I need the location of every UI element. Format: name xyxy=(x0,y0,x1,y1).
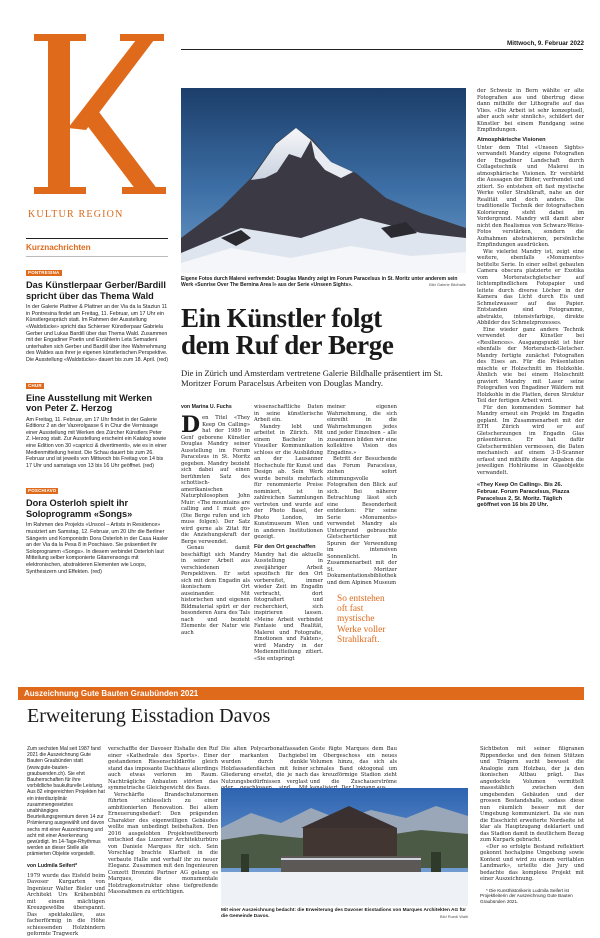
news-item xyxy=(26,372,168,470)
paragraph: Geste fügte Marques dem Bau im Obergeschoss ein neues Volumen hinzu, das sich als schmales Band oktogonal um das kreuzförmige Stadion zieht und die Zuschauerströme xyxy=(310,746,397,785)
sidebar-top-rule xyxy=(26,238,168,239)
byline: von Marina U. Fuchs xyxy=(181,404,232,410)
headline xyxy=(181,305,481,359)
section-logo xyxy=(18,16,168,232)
second-column-1 xyxy=(27,746,105,938)
article-column-4 xyxy=(477,88,584,509)
sidebar xyxy=(26,238,168,664)
news-title: Dora Osterloh spielt ihr Soloprogramm «Songs» xyxy=(26,498,133,519)
paragraph: Verschärfte Brandschutznormen führten schliesslich zu einer ambitionierten Renovation. Bei allem Erneuerungsbedarf: Den prägenden Charakter des eigenwilligen Gebäudes wollte man unbedingt beibehalten. Den 2016 ausgelobten Projektwettbewerb entschied das Luzerner Architekturbüro von Daniele Marques für sich. Sein Vorschlag brachte Klarheit in die verbaute Halle und verhalf ihr zu neuer Eleganz. Zusammen mit den Ingenieuren Conzett Bronzini Partner AG gelang es Marques, die monumentale Holztragkonstruktur ohne tiefgreifende Massnahmen zu ertüchtigen. xyxy=(108,791,218,895)
news-kicker: POSCHIAVO xyxy=(28,488,57,494)
paragraph: der Schweiz in Bern wählte er alte Fotografien aus und übertrug diese dann mithilfe der Lithografie auf das Vlies. «Die Arbeit ist sehr konzeptuell, aber auch sehr sinnlich», schildert der Künstler bei einem Rundgang seine Empfindungen. xyxy=(477,88,584,133)
second-column-5 xyxy=(480,746,584,904)
news-body: Im Rahmen des Projekts «Unsool – Artists in Residence» musiziert am Samstag, 12. Februar, um 20 Uhr die Berliner Sängerin und Komponistin Dora Osterloh in der Casa Hasler an der Via da la Pesa 8 in Poschiavo. Sie präsentiert ihr Soloprogramm «Songs». In diesem verbindet Osterloh laut Mitteilung selber komponierte Gitarrensongs mit elektronischen, abstrakteren Elementen wie Loops, Synthesizern und Effekten. (red) xyxy=(26,522,168,575)
mountain-photo xyxy=(181,88,466,273)
news-body: Am Freitag, 11. Februar, um 17 Uhr findet in der Galerie Editionz 2 an der Vazerolgasse 6 in Chur die Vernissage einer Ausstellung mit Werken des Zürcher Künstlers Peter Z. Herzog statt. Zur Ausstellung erscheint ein Katalog sowie eine Edition von 30 «capricci & divertimenti», wie es in einer Medienmitteilung heisst. Die Schau dauert bis zum 26. Februar und ist jeweils von Mittwoch bis Freitag von 14 bis 17 Uhr und samstags von 13 bis 16 Uhr geöffnet. (red) xyxy=(26,416,167,469)
paragraph: «Der so erfolgte Bestand reflektiert gekonnt hochalpine Umgebung sowie Kontext und wird zu einem veritablen Landmark», urteilte die Jury und bedachte das komplexe Projekt mit einer Auszeichnung. xyxy=(480,843,584,882)
sidebar-heading: Kurznachrichten xyxy=(26,242,91,252)
footnote: * Die Kunsthistorikerin Ludmila Seifert ist Projektleiterin der Auszeichnung Gute Bauten Graubünden 2021. xyxy=(480,887,573,904)
section-name: KULTUR REGION xyxy=(28,209,124,220)
news-item xyxy=(26,259,168,363)
stadium-photo xyxy=(221,788,468,906)
paragraph: en Titel «They Keep On Calling» hat der 1989 in Genf geborene Künstler Douglas Mandry seiner Ausstellung im Forum Paracelsus in St. Moritz gegeben. Mandry bezieht sich dabei auf einen berühmten Satz des schottisch-amerikanischen Naturphilosophen John Muir: «The mountains are calling and I must go» (Die Berge rufen und ich muss folgen). Der Satz wird gerne als Zitat für die Anziehungskraft der Berge verwendet. xyxy=(181,415,250,545)
second-column-4 xyxy=(310,746,397,792)
subheading: Atmosphärische Visionen xyxy=(477,136,546,143)
paragraph: meiner eigenen Wahrnehmung, die sich einreiht in die Wahrnehmungen jedes und jeder Einzelnen – alle zusammen bilden wir eine kollektive Vision des Engadins.» xyxy=(327,404,397,456)
paragraph: Unter dem Titel «Unseen Sights» verwandelt Mandry eigene Fotografien der Engadiner Landschaft durch Collagetechnik und Malerei in atmosphärische Visionen. Er verstärkt die Aussagen der Bilder, verfremdet und zitiert. So entstehen oft fast mystische Werke voller Strahlkraft, nahe an der Realität und doch anders. Die traditionelle Technik der fotografischen Kolorierung steht dabei im Vordergrund. Mandry will damit aber nicht den Realismus von Schwarz-Weiss-Fotos verstärken, sondern die Aufnahmen abstrahieren, persönliche Empfindungen ausdrücken. xyxy=(477,144,584,248)
paragraph: Mandry lebt und arbeitet in Zürich. Mit einem Bachelor in Visueller Kommunikation schloss er die Ausbildung an der Lausanner Hochschule für Kunst und Design ab. Sein Werk wurde bereits mehrfach für renommierte Preise nominiert, ist in zahlreichen Sammlungen vertreten und wurde auf der Photo Basel, der Photo London, im Kunstmuseum Wien und in anderen Institutionen gezeigt. xyxy=(254,423,323,540)
paragraph: wissenschaftliche Daten in seine künstlerische Arbeit ein. xyxy=(254,404,323,423)
byline: von Ludmila Seifert* xyxy=(27,862,78,869)
headline-line-2: dem Ruf der Berge xyxy=(181,330,394,360)
paragraph: Betritt der Besuchende das Forum Paracelsus, ziehen sofort stimmungsvolle Fotografien den Blick auf sich. Bei näherer Betrachtung lässt sich eine Besonderheit entdecken: Für seine Serie «Monuments» verwendet Mandry als Untergrund gebrauchte Gletschertücher mit Spuren der Verwendung im intensiven Sonnenlicht. In Zusammenarbeit mit der St. Moritzer Dokumentationsbibliothek und dem Alpinen Museum xyxy=(327,456,397,586)
news-kicker: PONTRESINA xyxy=(28,270,60,276)
news-title: Eine Ausstellung mit Werken von Peter Z. Herzog xyxy=(26,392,153,414)
article-column-2 xyxy=(254,404,323,662)
paragraph: Sichtbeton mit seiner filigranen Rippendecke und den feinen Stützen und Trägern sucht bewusst die Analogie zum Holzbau, der ja den ikonischen Altbau prägt. Das angedockte Volumen vermittelt massstäblich zwischen den umgebenden Gebäuden und der grossen Bestandshalle, sodass diese nun räumlich besser mit der Umgebung kommuniziert. Da sie nun die Eisschicht erweiterte Nordseite ist klar als Hauptzugang deklariert und das Stadion damit in deutlichem Bezug zum Kurpark gebracht. xyxy=(480,746,584,843)
paragraph: Die alten Polycarbonatfassaden der markanten Dachgiebel wurden durch dunkle Holzfassadenflächen mit feiner Gliederung ersetzt, die je nach Nutzungsbedürfnissen verglast xyxy=(221,746,308,785)
paragraph: Eine wieder ganz andere Technik verwendet der Künstler bei «Resiliences». Ausgangspunkt ist hier ebenfalls der Morteratsch-Gletscher. Mandry fertigte zunächst Fotografien des Eises an. Für die Präsentation mischte er Holzschnitt im Holzkohle. Ähnlich wie bei einem Holzschnitt graviert Mandry mit Laser seine Fotografien von Engadiner Wäldern mit Holzkohle in die Platten, deren Struktur Teil der fertigen Arbeit wird. xyxy=(477,326,584,404)
photo-caption xyxy=(181,276,466,288)
news-kicker: CHUR xyxy=(28,382,42,388)
caption-text: Eigene Fotos durch Malerei verfremdet: Douglas Mandry zeigt im Forum Paracelsus in St. Moritz unter anderem sein Werk «Sunrise Over The Bernina Area I» aus der Serie «Unseen Sights». xyxy=(181,276,458,288)
masthead-rule xyxy=(181,49,583,50)
article-column-3 xyxy=(327,404,397,645)
photo-credit: Bild Galerie Bildhalle xyxy=(429,282,466,287)
section-band xyxy=(18,687,584,700)
subheading: Für den Ort geschaffen xyxy=(254,543,316,550)
lead: Die in Zürich und Amsterdam vertretene Galerie Bildhalle präsentiert im St. Moritzer Forum Paracelsus Arbeiten von Douglas Mandry. xyxy=(181,368,443,389)
logo-letter-k xyxy=(26,30,166,200)
news-body: In der Galerie Plattner & Plattner an der Via da la Staziun 11 in Pontresina findet am Freitag, 11. Februar, um 17 Uhr ein Künstlergespräch statt. Im Rahmen der Ausstellung «Waldstücke» spricht das Schierser Künstlerpaar Gabriela Gerber und Lukas Bardill über das Thema Wald. Zusammen mit der Engadiner Poetin und Erzählerin Leta Semadeni unterhalten sich Gerber und Bardill über ihre Wahrnehmung des Waldes aus ihrer je eigenen künstlerischen Perspektive. Die Ausstellung «Waldstücke» dauert bis zum 18. April. (red) xyxy=(26,304,169,364)
caption-text: Mit einer Auszeichnung bedacht: die Erweiterung des Davoser Eisstadions von Marques Architekten AG für die Gemeinde Davos. xyxy=(221,908,466,919)
date-line: Mittwoch, 9. Februar 2022 xyxy=(507,40,584,47)
info-box: «They Keep On Calling». Bis 26. Februar. Forum Paracelsus, Piazza Paracelsus 2, St. Moritz. Täglich geöffnet von 16 bis 20 Uhr. xyxy=(477,482,570,509)
sidebar-heading-rule xyxy=(26,256,168,257)
paragraph: Genau damit beschäftigt sich Mandry in seiner Arbeit aus verschiedenen Perspektiven. Er setzt sich mit dem Engadin als ikonischem Ort auseinander. Mit historischen und eigenen Bildmaterial spürt er der besonderen Aura des Tals nach und bezieht Elemente der Natur wie auch xyxy=(181,545,250,636)
second-photo-caption xyxy=(221,908,468,920)
paragraph: Wie vielerlei Mandry ist, zeigt eine weitere, ebenfalls «Monuments» betitelte Serie. In einer selbst gebauten Camera obscura platzierte er Exotika vom Morteratschgletscher auf lichtempfindlichem Fotopapier und leitete durch diverse Löcher in der Kamera das Licht durch Eis und Schmelzwasser auf das Papier. Entstanden sind Fotogramme, abstrakte, intensivfarbige, direkte Abbilder des Schmelzprozesses. xyxy=(477,248,584,326)
paragraph: verschaffte der Davoser Eishalle den Ruf einer «Kathedrale des Sports». Einer gestandenen Riesenschildkröte gleich stand das imposante Dachhaus allerdings auch etwas verloren im Raum. Nachträgliche Anbauten störten das symmetrische Gleichgewicht des Baus. xyxy=(108,746,218,791)
photo-credit: Bild Ruedi Walti xyxy=(439,913,468,919)
paragraph: 1979 wurde das Eisfeld beim Davoser Kurgarten von Ingenieur Walter Bieler und Architekt Urs Krähenbühl mit einem mächtigen Kreuzgewölbe überspannt. Das spektakuläre, aus facherförmig in die Höhe schiessenden Holzbindern geformte Tragwerk xyxy=(27,872,105,938)
news-title: Das Künstlerpaar Gerber/Bardill spricht über das Thema Wald xyxy=(26,280,166,301)
pull-quote: So entstehen oft fast mystische Werke voller Strahlkraft. xyxy=(337,594,386,645)
paragraph: Für den kommenden Sommer hat Mandry erneut ein Projekt im Engadin geplant. Im Zusammenarbeit mit der ETH Zürich wird er auf Gletscherzungen im Engadin Glas präsentieren. Er hat dafür Gletschermühlen vermessen, die Daten mechanisch auf einem 3-D-Scanner erfasst und mithilfe dieser Angaben die jeweiligen Hohlräume in Glasobjekte verwandelt. xyxy=(477,404,584,476)
article-column-1 xyxy=(181,404,250,636)
paragraph: Mandry hat die aktuelle Ausstellung in zweijähriger Arbeit spezifisch für den Ort vorbereitet, immer wieder Zeit im Engadin verbracht, dort fotografiert und recherchiert, sich inspirieren lassen. «Meine Arbeit verbindet Fantasie und Realität, Malerei und Fotografie, Emotionen und Fakten», wird Mandry in der Medienmitteilung zitiert. «Sie entspringt xyxy=(254,551,323,662)
intro-text: Zum sechsten Mal seit 1987 fand 2021 die Auszeichnung Gute Bauten Graubünden statt (www.gute-bauten-graubuenden.ch). Sie ehrt Bauherrschaften für ihre vorbildliche baukulturelle Leistung. Aus 82 eingereichten Projekten hat ein interdisziplinär zusammengesetztes unabhängiges Beurteilungsgremium deren 14 zur Prämierung ausgewählt und davon sechs mit einer Auszeichnung und acht mit einer Anerkennung gewürdigt. Im 14-Tage-Rhythmus werden an dieser Stelle alle prämierten Objekte vorgestellt. xyxy=(27,746,105,858)
drop-cap: D xyxy=(181,412,201,438)
band-title: Auszeichnung Gute Bauten Graubünden 2021 xyxy=(24,689,199,698)
second-headline: Erweiterung Eisstadion Davos xyxy=(27,705,271,727)
headline-line-1: Ein Künstler folgt xyxy=(181,303,382,333)
second-column-2 xyxy=(108,746,218,896)
news-item xyxy=(26,477,168,575)
